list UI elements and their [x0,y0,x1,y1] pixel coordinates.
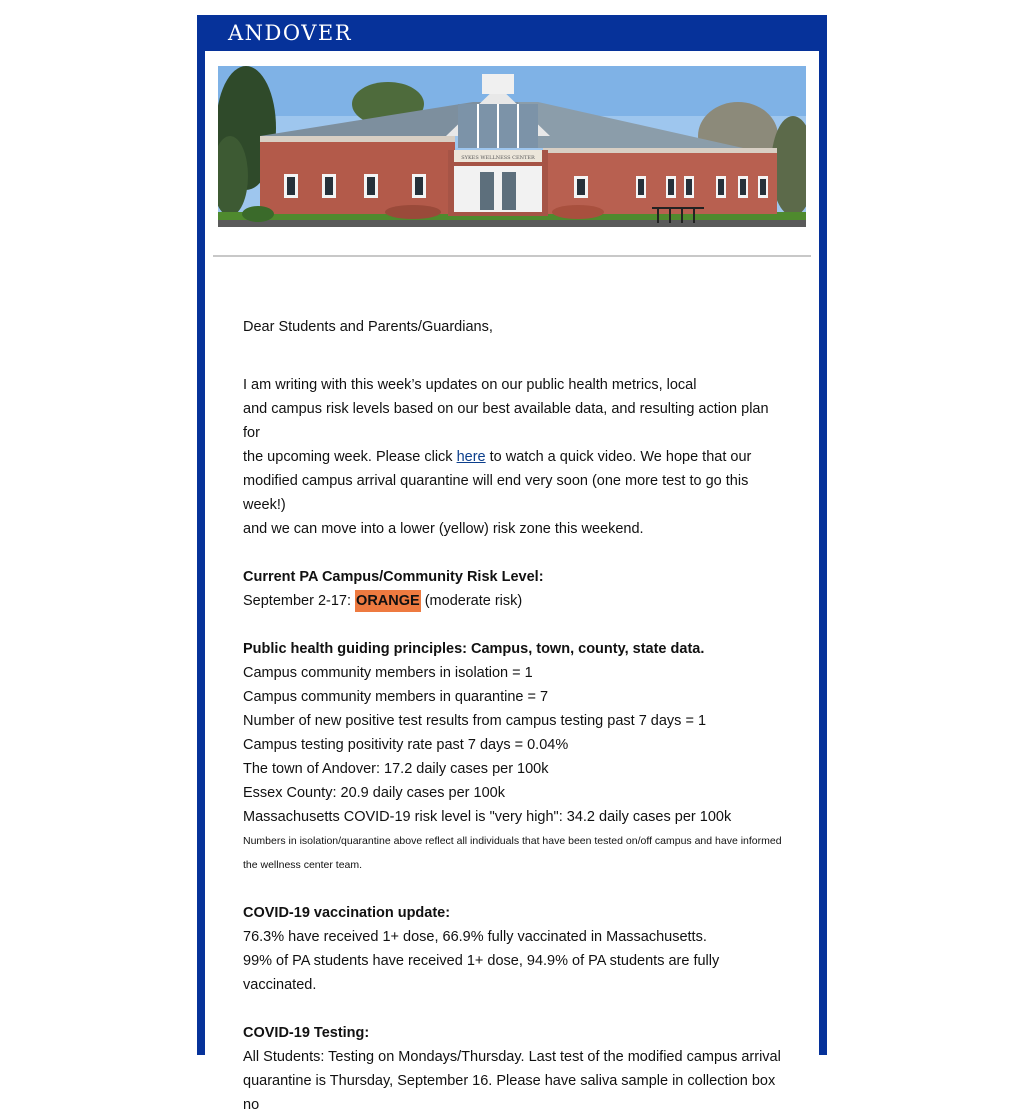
intro-line-4: modified campus arrival quarantine will end very soon (one more test to go this week!) [243,473,749,513]
video-link[interactable]: here [456,449,486,465]
risk-level-badge: ORANGE [355,590,421,612]
vaccination-line-2: 99% of PA students have received 1+ dose, 94.9% of PA students are fully vaccinated. [243,953,720,993]
testing-heading: COVID-19 Testing: [243,1025,370,1041]
testing-line-1: All Students: Testing on Mondays/Thursday. Last test of the modified campus arrival [243,1049,781,1065]
risk-line [243,589,788,613]
metrics-heading: Public health guiding principles: Campus, town, county, state data. [243,641,705,657]
metric-item: Campus community members in isolation = 1 [243,665,533,681]
header-divider [213,255,811,257]
email-frame [197,15,827,1113]
metric-item: Essex County: 20.9 daily cases per 100k [243,785,505,801]
metric-item: The town of Andover: 17.2 daily cases per 100k [243,761,549,777]
metrics-note-line-1: Numbers in isolation/quarantine above reflect all individuals that have been tested on/off campus and have informed [243,835,782,847]
vaccination-heading: COVID-19 vaccination update: [243,905,451,921]
greeting: Dear Students and Parents/Guardians, [243,319,493,335]
intro-line-1: I am writing with this week’s updates on our public health metrics, local [243,377,697,393]
vaccination-line-1: 76.3% have received 1+ dose, 66.9% fully vaccinated in Massachusetts. [243,929,707,945]
risk-date: September 2-17: [243,593,356,609]
building-illustration [218,66,806,227]
risk-suffix: (moderate risk) [420,593,523,609]
testing-line-2: quarantine is Thursday, September 16. Please have saliva sample in collection box no [243,1073,776,1113]
logo-bar [197,15,827,51]
intro-line-3-after: to watch a quick video. We hope that our [485,449,752,465]
metric-item: Campus community members in quarantine = 7 [243,689,549,705]
intro-line-2: and campus risk levels based on our best available data, and resulting action plan for [243,401,769,441]
metric-item: Number of new positive test results from campus testing past 7 days = 1 [243,713,707,729]
andover-logo: ANDOVER [228,21,353,45]
metrics-note-line-2: the wellness center team. [243,859,363,871]
svg-text:SYKES WELLNESS CENTER: SYKES WELLNESS CENTER [461,155,535,161]
intro-line-5: and we can move into a lower (yellow) risk zone this weekend. [243,521,644,537]
email-content [243,315,788,1117]
intro-line-3-before: the upcoming week. Please click [243,449,457,465]
wellness-center-photo [218,66,806,227]
metric-item: Massachusetts COVID-19 risk level is "very high": 34.2 daily cases per 100k [243,809,732,825]
metric-item: Campus testing positivity rate past 7 days = 0.04% [243,737,569,753]
email-body [205,51,819,1113]
intro-line-3 [243,445,788,469]
risk-heading: Current PA Campus/Community Risk Level: [243,569,544,585]
